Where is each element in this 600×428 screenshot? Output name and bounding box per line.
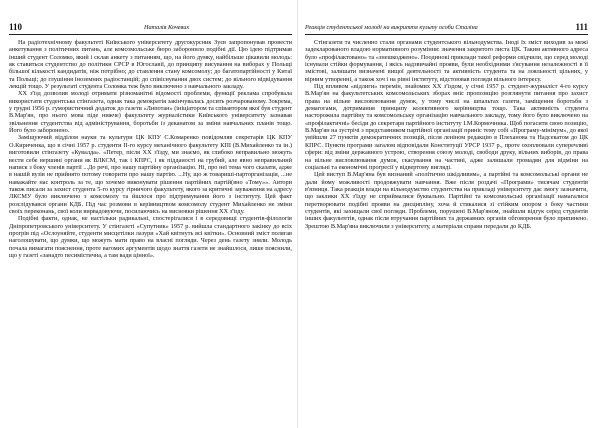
right-page [305,22,588,418]
paragraph: ХХ з'їзд дозволив молоді отримати різноманітні відомості проблеми, функції реклама спробувала використати студентська стінгазета, однак така демократія закінчувалась досить розчарованому. Зокрема, у грудні 1956 р. гумористичний додаток до газети «Липотан» (ініціатором та співавтором якої був студент В.Мар'ян, про нього мова піде нижче) факультету журналістики Київського університету зазнавав звільнення студентства від адміністрування, боротьби із деканатом за зміни навчальних планів тощо. Його було заборонено. [9,90,292,135]
paragraph: Під впливом «відлиги» перемін, знайомих ХХ з'їздом, у січні 1957 р. студент-журналіст 4-го курсу В.Мар'ян на факультетських комсомольських зборах вніс пропозицію розглянути питання про захист права на вільне висловлювання думок, у тому числі на шпальтах газети, заміщення боротьби з демагогами, дотримання принципу колективного керівництва тощо. Така активність студента насторожила партійну та комсомольську організацію навчального закладу, тому його було виключено на «профілактичні» бесіди до секретаря партійного інституту І.М.Кормочника. Щоб погасити свою позицію, В.Мар'ян на зустрічі з представником партійної організації приніс тему собі «Програму-мінімум», до якої увійшли 27 пунктів демократичних позицій, після леніном редакцію в Плеханова та Надсекатом до ЦК КПРС. Пункти програми загалом відповідали Конституції УРСР 1937 р., проте охоплювали суперечливі сфери: від зміни державного устрою, створення союзу молоді, свободи друку, вільних виборів, до права на вільне висловлювання думок, скасування на частині, адже залишали громадян для відміни на соціальні та економічні прогресії у відвертому вигляді. [305,83,588,171]
left-page-header [9,22,292,35]
left-page [9,22,292,418]
right-page-number: 111 [575,22,588,32]
right-page-header [305,22,588,35]
left-running-head: Наталія Кочевих [144,24,190,31]
page-gutter [297,0,298,428]
paragraph: Подібні факти, однак, не настільки радикальні, спостерігалися і в середовищі студентів-філологів Дніпропетровського університету. У стінгазеті «Супутник» 1957 р. вийшла стандартного закінку до всіх прогрів під «Ослоуняйте, студенти мисцетілки лазури «Хай квітнуть всі квітки». Основний зміст полягав наголошувати, що думки, що можуть мати право на власні погляди. Через день газету зняли. Молодь почала вимагати пояснення, проте вагомих аргументів щодо знаття газети не знайшлося, лише пояснили, що у газеті «занадто песимістична, а там вади цінної». [9,215,292,259]
left-page-number: 110 [9,22,23,32]
paragraph: Заміщуючий відділом науки та культури ЦК КПУ С.Комаренко повідомляв секретарів ЦК КПУ О.Кириченка, що в січні 1957 р. студенти ІІ-го курсу механічного факультету КПІ (В.Михайленко та ін.) виготовили стінгазету «Кувалда». «Петер, після ХХ з'їзду, ми знаємо, як глибоко неправильно можуть вести себе вершині органи як ВЛКСМ, так і КПРС, і як підданості на грубий, але явно неправильний написк з боку членів партії ...До речі, про нашу партійну організацію. Ні, про неї тема чого сказати, адже в нашій вузів не прийнято потому говорити про нашу партію. ...Ну, що ж товариші-парторганізація, ...не наважайте нас контроль за те, що хочемо виконувати рішення партійних партій(вно «Тому»». Автори також писали за захист студента 5-го курсу гірничого факультету, якого за критичні зауваження на адресу ЛКСМУ було виключено з комсомолу та йшлося про підтримування його з інституту. Цей факт розслідувався органи КДБ. Під час розмови в керівництвом комсомолу студент Михайленко не зміни своїх переконань, свої коли вирвадовуючи, посилаючись на висновки рішення ХХ з'їзду. [9,134,292,215]
left-page-body [9,39,292,259]
paragraph: На радіотехнічному факультеті Київського університету другокурсник Зуєв запропонував провести анкетування з політичних питань, але комсомольське бюро заборонило подібні дії. Цю ідею підтримав інший студент Соломко, який і склав анкету з питанням, що, на його думку, найбільше цікавили молодь: як ставиться студентство до політики СРСР в Югославії, до принципу висування на виборах у Польщі більшої кількості кандидатів, ніж потрібно; до ставлення стану комсомолу; до багатопартійності у Китаї та Польщі; до глушіння іноземних радіостанцій; до співіснування двох систем; до вільного відвідування лекцій тощо. У результаті студента Соломка теж було виключено з навчального закладу. [9,39,292,91]
right-page-body [305,39,588,230]
right-running-head: Реакція студентської молоді на викриття культу особи Сталіна [305,24,478,31]
paragraph: Цей виступ В.Мар'яна був визнаний «політично шкідливим», а партійні та комсомольські органи не дали йому можливості продовжувати навчання. Вже після роздачі «Програми» тисячам студентів в'язниця. Така реакція влади на вільнодумство студентства на прикладі університету дає змогу зазначити, що заклики ХХ з'їзду не сприймалися буквально. Партійні та комсомольські організації намагалися перетворювати подібні прояви на дисципліну, хоча й стикалися зі стійким опором з боку частини студентів, які захищали свої погляди. Проблеми, порушені В.Мар'яном, знайшли відгук серед студентів інших факультетів, однак після втручання партійних та державних органів обговорення було припинено. Зрештою В.Мар'яна виключили з університету, а матеріали справи передали до КДБ. [305,171,588,230]
paragraph: Стінгазети та численно стали органами студентського вільнодумства. Іноді їх зміст виходив за межі задекларованого владою нормативного розуміння: значення закритого листа ЦК. Таким активного адреса було «профілактовано» та «знешкоджено». Поодинокі приклади такої реформи свідчили, що серед молоді існували стійки формування, і якісь надзвичайні прояви, були необхідними з'ясування незалежності в її змістові, залишати визначені вищої деятельності та активність студента та на лояльності цільних, у вірним утворенні, а також хоч і на рівні інституту, відстоював погляди вільного інтересу. [305,39,588,83]
